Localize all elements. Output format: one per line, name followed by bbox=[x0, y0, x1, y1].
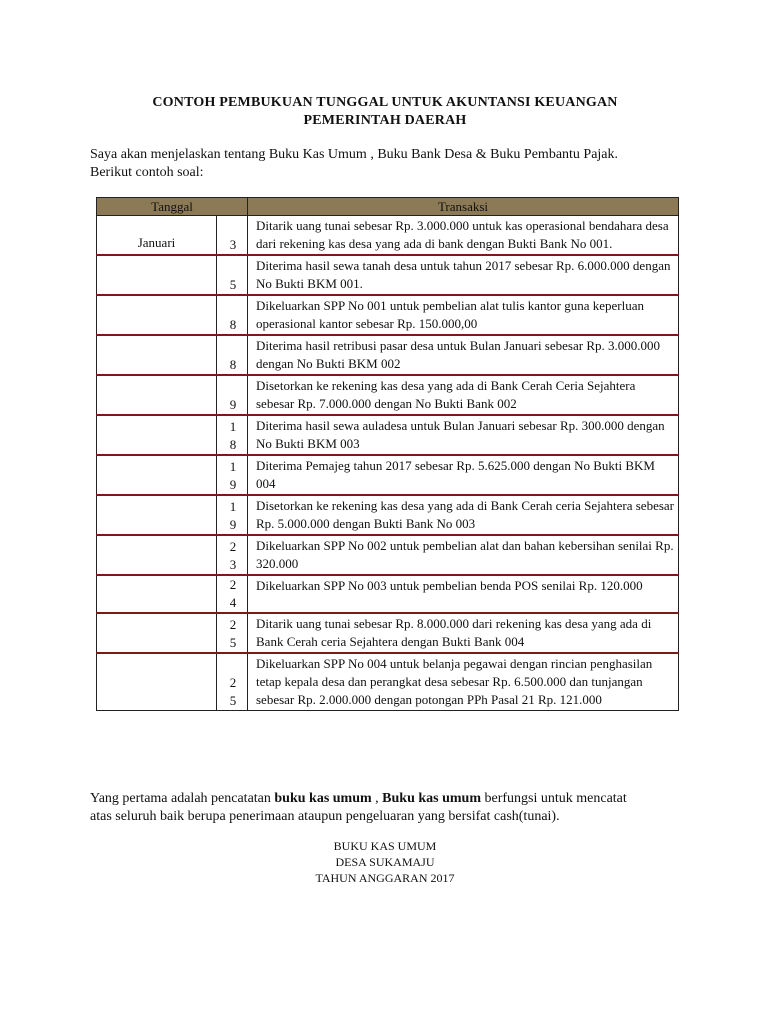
transaction-cell: Diterima hasil retribusi pasar desa untuk Bulan Januari sebesar Rp. 3.000.000 dengan No Bukti BKM 002 bbox=[248, 335, 679, 375]
paragraph-bold-2: Buku kas umum bbox=[382, 791, 481, 806]
ledger-heading bbox=[230, 838, 540, 886]
day-cell bbox=[217, 575, 248, 613]
day-cell bbox=[217, 495, 248, 535]
header-date: Tanggal bbox=[97, 198, 248, 216]
table-row bbox=[97, 613, 679, 653]
day-cell bbox=[217, 295, 248, 335]
day-cell bbox=[217, 535, 248, 575]
table-row bbox=[97, 495, 679, 535]
table-row bbox=[97, 375, 679, 415]
table-row bbox=[97, 335, 679, 375]
table-row bbox=[97, 455, 679, 495]
transaction-cell: Disetorkan ke rekening kas desa yang ada di Bank Cerah ceria Sejahtera sebesar Rp. 5.000.000 dengan Bukti Bank No 003 bbox=[248, 495, 679, 535]
table-row bbox=[97, 216, 679, 256]
day-cell bbox=[217, 653, 248, 711]
ledger-line-3: TAHUN ANGGARAN 2017 bbox=[315, 871, 455, 885]
day-value: 19 bbox=[229, 459, 237, 492]
transaction-cell: Ditarik uang tunai sebesar Rp. 3.000.000 untuk kas operasional bendahara desa dari rekening kas desa yang ada di bank dengan Bukti Bank No 001. bbox=[248, 216, 679, 256]
month-cell bbox=[97, 415, 217, 455]
ledger-line-2: DESA SUKAMAJU bbox=[335, 855, 435, 869]
explanation-paragraph bbox=[90, 790, 690, 826]
day-cell bbox=[217, 255, 248, 295]
table-row bbox=[97, 295, 679, 335]
month-cell bbox=[97, 295, 217, 335]
transaction-cell: Dikeluarkan SPP No 001 untuk pembelian alat tulis kantor guna keperluan operasional kantor sebesar Rp. 150.000,00 bbox=[248, 295, 679, 335]
table-row bbox=[97, 653, 679, 711]
transaction-table bbox=[96, 197, 679, 711]
header-transaction: Transaksi bbox=[248, 198, 679, 216]
intro-line-1: Saya akan menjelaskan tentang Buku Kas Umum , Buku Bank Desa & Buku Pembantu Pajak. bbox=[90, 147, 619, 162]
intro-line-2: Berikut contoh soal: bbox=[90, 165, 204, 180]
table-row bbox=[97, 535, 679, 575]
table-header-row bbox=[97, 198, 679, 216]
month-cell bbox=[97, 613, 217, 653]
month-cell bbox=[97, 375, 217, 415]
title-line-2: PEMERINTAH DAERAH bbox=[303, 113, 467, 128]
day-value: 18 bbox=[229, 419, 237, 452]
paragraph-line-1 bbox=[90, 790, 690, 808]
transaction-cell: Dikeluarkan SPP No 004 untuk belanja pegawai dengan rincian penghasilan tetap kepala desa dan perangkat desa sebesar Rp. 6.500.000 dan tunjangan sebesar Rp. 2.000.000 dengan potongan PPh Pasal 21 Rp. 121.000 bbox=[248, 653, 679, 711]
day-value: 3 bbox=[229, 237, 237, 252]
day-value: 25 bbox=[229, 675, 237, 708]
day-cell bbox=[217, 613, 248, 653]
ledger-line-1: BUKU KAS UMUM bbox=[333, 839, 437, 853]
month-cell bbox=[97, 255, 217, 295]
transaction-cell: Diterima hasil sewa tanah desa untuk tahun 2017 sebesar Rp. 6.000.000 dengan No Bukti BKM 001. bbox=[248, 255, 679, 295]
table-body bbox=[97, 216, 679, 711]
intro-text bbox=[90, 146, 690, 182]
day-cell bbox=[217, 415, 248, 455]
day-value: 9 bbox=[229, 397, 237, 412]
paragraph-text-1: Yang pertama adalah pencatatan bbox=[90, 791, 275, 806]
table-row bbox=[97, 575, 679, 613]
paragraph-line-2: atas seluruh baik berupa penerimaan ataupun pengeluaran yang bersifat cash(tunai). bbox=[90, 809, 560, 824]
month-cell bbox=[97, 653, 217, 711]
day-value: 19 bbox=[229, 499, 237, 532]
month-cell bbox=[97, 495, 217, 535]
day-value: 25 bbox=[229, 617, 237, 650]
month-cell bbox=[97, 335, 217, 375]
month-cell: Januari bbox=[97, 216, 217, 256]
transaction-cell: Diterima Pemajeg tahun 2017 sebesar Rp. 5.625.000 dengan No Bukti BKM 004 bbox=[248, 455, 679, 495]
month-cell bbox=[97, 575, 217, 613]
transaction-cell: Dikeluarkan SPP No 003 untuk pembelian benda POS senilai Rp. 120.000 bbox=[248, 575, 679, 613]
day-cell bbox=[217, 455, 248, 495]
transaction-cell: Diterima hasil sewa auladesa untuk Bulan Januari sebesar Rp. 300.000 dengan No Bukti BKM 003 bbox=[248, 415, 679, 455]
title-line-1: CONTOH PEMBUKUAN TUNGGAL UNTUK AKUNTANSI KEUANGAN bbox=[152, 95, 618, 110]
paragraph-bold-1: buku kas umum bbox=[274, 791, 372, 806]
paragraph-text-3: berfungsi untuk mencatat bbox=[481, 791, 627, 806]
paragraph-text-2: , bbox=[371, 791, 383, 806]
month-cell bbox=[97, 535, 217, 575]
transaction-cell: Disetorkan ke rekening kas desa yang ada di Bank Cerah Ceria Sejahtera sebesar Rp. 7.000.000 dengan No Bukti Bank 002 bbox=[248, 375, 679, 415]
day-value: 23 bbox=[229, 539, 237, 572]
table-row bbox=[97, 415, 679, 455]
day-value: 24 bbox=[229, 577, 237, 610]
table-row bbox=[97, 255, 679, 295]
day-cell bbox=[217, 216, 248, 256]
document-title bbox=[90, 94, 680, 130]
day-cell bbox=[217, 335, 248, 375]
transaction-cell: Ditarik uang tunai sebesar Rp. 8.000.000 dari rekening kas desa yang ada di Bank Cerah ceria Sejahtera dengan Bukti Bank 004 bbox=[248, 613, 679, 653]
day-cell bbox=[217, 375, 248, 415]
day-value: 8 bbox=[229, 317, 237, 332]
day-value: 8 bbox=[229, 357, 237, 372]
month-cell bbox=[97, 455, 217, 495]
transaction-cell: Dikeluarkan SPP No 002 untuk pembelian alat dan bahan kebersihan senilai Rp. 320.000 bbox=[248, 535, 679, 575]
day-value: 5 bbox=[229, 277, 237, 292]
